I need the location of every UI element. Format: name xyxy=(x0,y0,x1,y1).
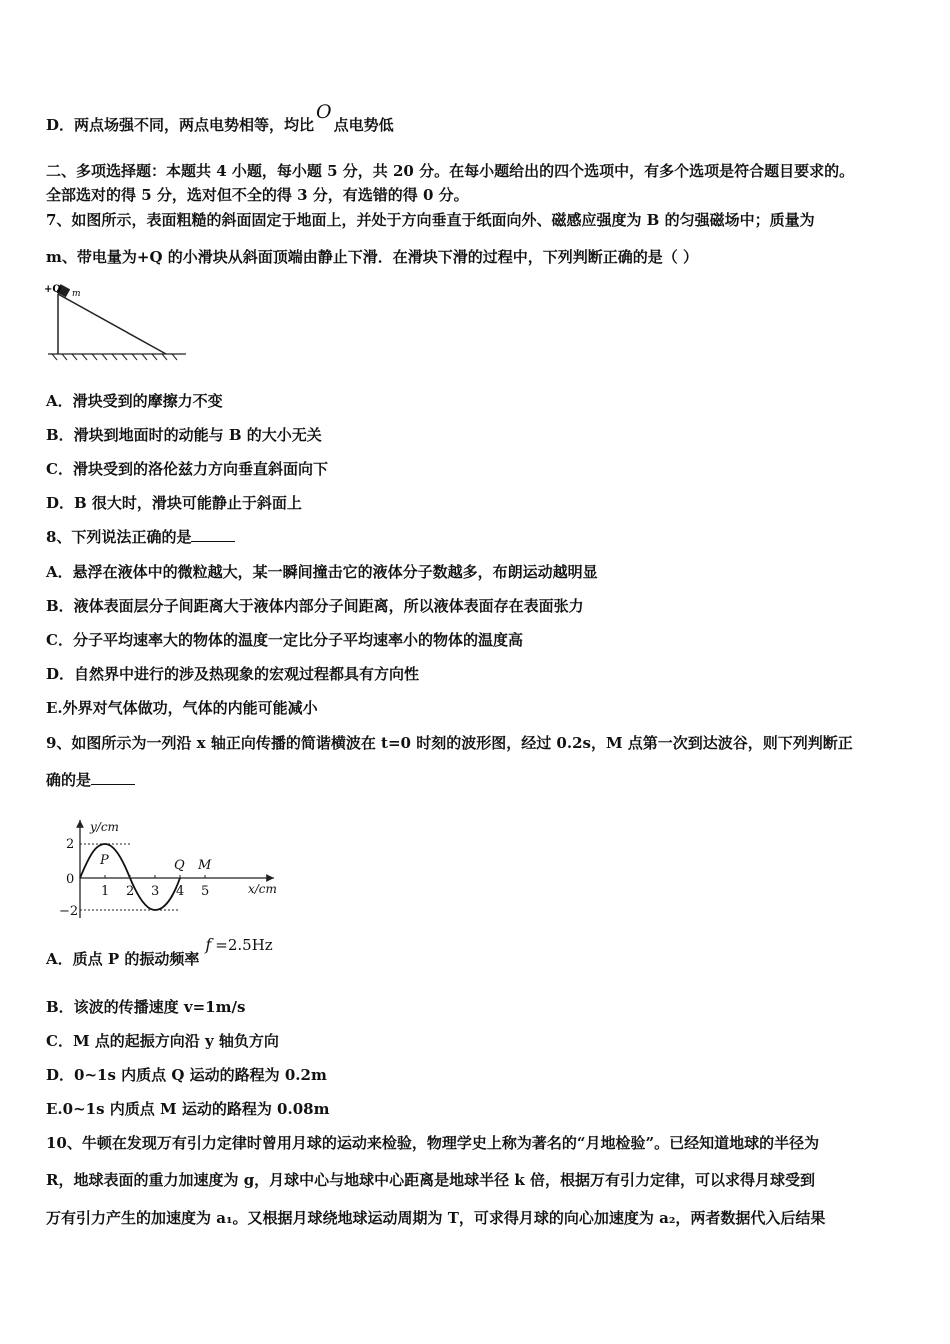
option-d-prev-text-b: 点电势低 xyxy=(333,116,394,134)
x-tick-3: 3 xyxy=(151,884,160,899)
q7-option-a: A．滑块受到的摩擦力不变 xyxy=(46,392,223,410)
x-tick-4: 4 xyxy=(176,884,185,899)
q9-option-b: B．该波的传播速度 v=1m/s xyxy=(46,998,246,1016)
q8-option-b: B．液体表面层分子间距离大于液体内部分子间距离，所以液体表面存在表面张力 xyxy=(46,597,584,615)
q7-option-d: D．B 很大时，滑块可能静止于斜面上 xyxy=(46,494,302,512)
q9-stem-1: 9、如图所示为一列沿 x 轴正向传播的简谐横波在 t=0 时刻的波形图，经过 0.2s，M 点第一次到达波谷，则下列判断正 xyxy=(46,734,853,752)
frequency-value: =2.5Hz xyxy=(215,936,273,954)
incline-figure xyxy=(44,280,189,365)
q10-stem-3: 万有引力产生的加速度为 a₁。又根据月球绕地球运动周期为 T，可求得月球的向心加速度为 a₂，两者数据代入后结果 xyxy=(46,1209,826,1227)
wave-figure xyxy=(56,814,296,922)
q8-stem xyxy=(46,526,235,548)
q9-option-d: D．0~1s 内质点 Q 运动的路程为 0.2m xyxy=(46,1066,327,1084)
point-p-label: P xyxy=(100,853,109,868)
q8-option-d: D．自然界中进行的涉及热现象的宏观过程都具有方向性 xyxy=(46,665,420,683)
q8-option-a: A．悬浮在液体中的微粒越大，某一瞬间撞击它的液体分子数越多，布朗运动越明显 xyxy=(46,563,598,581)
q9-stem-2-text: 确的是 xyxy=(46,771,92,789)
q9-option-e: E.0~1s 内质点 M 运动的路程为 0.08m xyxy=(46,1100,330,1118)
point-q-label: Q xyxy=(174,858,185,873)
q7-stem-2: m、带电量为+Q 的小滑块从斜面顶端由静止下滑．在滑块下滑的过程中，下列判断正确的是（ ） xyxy=(46,248,698,266)
q8-stem-text: 8、下列说法正确的是 xyxy=(46,528,192,546)
y-axis-label: y/cm xyxy=(90,820,119,834)
q10-stem-1: 10、牛顿在发现万有引力定律时曾用月球的运动来检验，物理学史上称为著名的“月地检验”。已经知道地球的半径为 xyxy=(46,1134,820,1152)
section-heading-2: 全部选对的得 5 分，选对但不全的得 3 分，有选错的得 0 分。 xyxy=(46,186,469,204)
x-tick-1: 1 xyxy=(101,884,110,899)
option-d-prev-text-a: D．两点场强不同，两点电势相等，均比 xyxy=(46,116,315,134)
q7-stem-1: 7、如图所示，表面粗糙的斜面固定于地面上，并处于方向垂直于纸面向外、磁感应强度为 B 的匀强磁场中；质量为 xyxy=(46,211,815,229)
section-heading: 二、多项选择题：本题共 4 小题，每小题 5 分，共 20 分。在每小题给出的四个选项中，有多个选项是符合题目要求的。 xyxy=(46,162,855,180)
q7-option-b: B．滑块到地面时的动能与 B 的大小无关 xyxy=(46,426,322,444)
q9-option-a-text: A．质点 P 的振动频率 xyxy=(46,950,200,968)
y-tick-neg2: −2 xyxy=(59,904,79,919)
q7-option-c: C．滑块受到的洛伦兹力方向垂直斜面向下 xyxy=(46,460,328,478)
q8-option-c: C．分子平均速率大的物体的温度一定比分子平均速率小的物体的温度高 xyxy=(46,631,523,649)
point-o-symbol: O xyxy=(316,101,332,123)
q10-stem-2: R，地球表面的重力加速度为 g，月球中心与地球中心距离是地球半径 k 倍，根据万有引力定律，可以求得月球受到 xyxy=(46,1171,816,1189)
option-d-previous xyxy=(46,101,394,136)
answer-blank xyxy=(91,770,135,785)
q9-option-a xyxy=(46,935,273,970)
charge-label: +Q xyxy=(44,284,62,295)
q8-option-e: E.外界对气体做功，气体的内能可能减小 xyxy=(46,699,318,717)
q9-option-c: C．M 点的起振方向沿 y 轴负方向 xyxy=(46,1032,279,1050)
q9-stem-2 xyxy=(46,769,135,791)
frequency-symbol: f xyxy=(205,935,212,954)
mass-label: m xyxy=(72,289,81,299)
point-m-label: M xyxy=(198,858,212,873)
ground-hatch xyxy=(52,354,177,360)
x-tick-2: 2 xyxy=(126,884,135,899)
y-tick-2: 2 xyxy=(66,837,75,852)
x-tick-5: 5 xyxy=(201,884,210,899)
incline-slope xyxy=(58,294,166,354)
answer-blank xyxy=(191,527,235,542)
x-axis-label: x/cm xyxy=(248,882,277,896)
y-tick-0: 0 xyxy=(66,872,75,887)
